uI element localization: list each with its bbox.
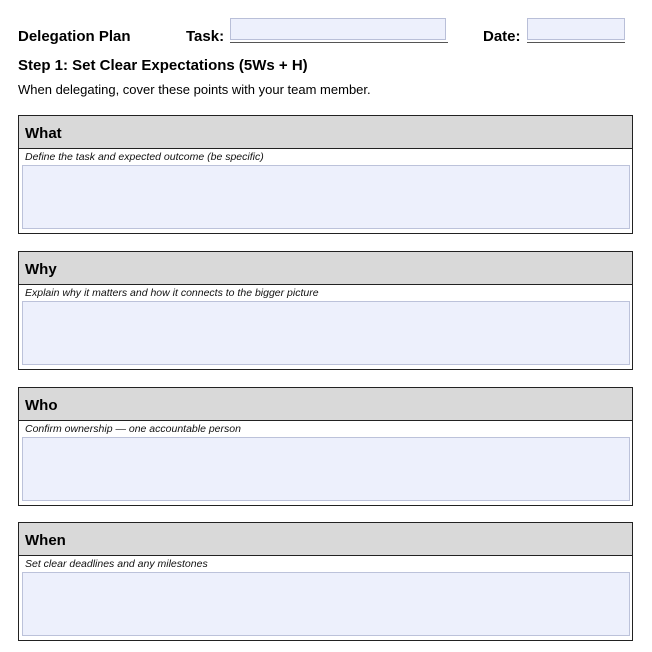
section-hint: Explain why it matters and how it connects to the bigger picture <box>25 287 319 299</box>
section-who <box>18 387 633 506</box>
section-when <box>18 522 633 641</box>
why-field[interactable] <box>22 301 630 365</box>
section-why <box>18 251 633 370</box>
header-row <box>18 14 634 46</box>
when-field[interactable] <box>22 572 630 636</box>
task-underline <box>230 42 448 43</box>
date-underline <box>527 42 625 43</box>
date-input[interactable] <box>527 18 625 40</box>
section-heading: When <box>19 523 632 556</box>
document-title: Delegation Plan <box>18 28 131 45</box>
what-field[interactable] <box>22 165 630 229</box>
section-hint: Define the task and expected outcome (be specific) <box>25 151 264 163</box>
who-field[interactable] <box>22 437 630 501</box>
section-hint: Confirm ownership — one accountable person <box>25 423 241 435</box>
section-heading: What <box>19 116 632 149</box>
section-hint: Set clear deadlines and any milestones <box>25 558 208 570</box>
section-heading: Who <box>19 388 632 421</box>
section-heading: Why <box>19 252 632 285</box>
step-description: When delegating, cover these points with your team member. <box>18 82 371 97</box>
task-label: Task: <box>186 28 225 45</box>
step-title: Step 1: Set Clear Expectations (5Ws + H) <box>18 57 308 74</box>
date-label: Date: <box>483 28 521 45</box>
task-input[interactable] <box>230 18 446 40</box>
section-what <box>18 115 633 234</box>
